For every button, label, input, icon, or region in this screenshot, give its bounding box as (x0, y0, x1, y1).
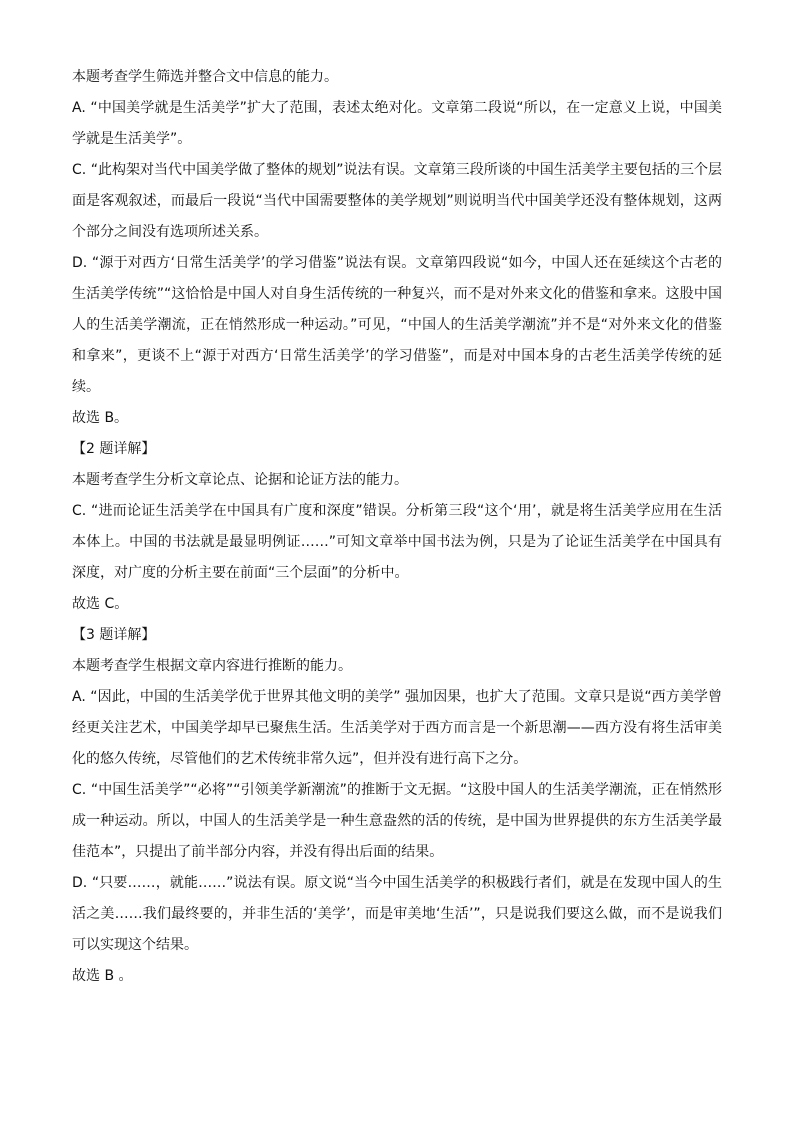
q2-option-c-analysis: C. “进而论证生活美学在中国具有广度和深度”错误。分析第三段“这个‘用’，就是将生活美学应用在生活本体上。中国的书法就是最显明例证……”可知文章举中国书法为例，只是为了论证生活美学在中国具有深度，对广度的分析主要在前面“三个层面”的分析中。 (72, 503, 722, 581)
q3-option-a-analysis: A. “因此，中国的生活美学优于世界其他文明的美学” 强加因果，也扩大了范围。文章只是说“西方美学曾经更关注艺术，中国美学却早已聚焦生活。生活美学对于西方而言是一个新思潮——西方没有将生活审美化的悠久传统，尽管他们的艺术传统非常久远”，但并没有进行高下之分。 (72, 689, 722, 767)
q3-answer-line: 故选 B 。 (72, 968, 133, 984)
section-heading-q2: 【2 题详解】 (72, 441, 156, 457)
section-heading-q3: 【3 题详解】 (72, 627, 156, 643)
q3-intro-line: 本题考查学生根据文章内容进行推断的能力。 (72, 658, 352, 674)
answer-line: 故选 B。 (72, 410, 129, 426)
option-a-analysis: A. “中国美学就是生活美学”扩大了范围，表述太绝对化。文章第二段说“所以，在一定意义上说，中国美学就是生活美学”。 (72, 100, 722, 147)
document-page (72, 62, 722, 992)
q3-option-d-analysis: D. “只要……，就能……”说法有误。原文说“当今中国生活美学的积极践行者们，就是在发现中国人的生活之美……我们最终要的，并非生活的‘美学’，而是审美地‘生活’”，只是说我们要这么做，而不是说我们可以实现这个结果。 (72, 875, 722, 953)
option-c-analysis: C. “此构架对当代中国美学做了整体的规划”说法有误。文章第三段所谈的中国生活美学主要包括的三个层面是客观叙述，而最后一段说“当代中国需要整体的美学规划”则说明当代中国美学还没有整体规划，这两个部分之间没有选项所述关系。 (72, 162, 722, 240)
q2-intro-line: 本题考查学生分析文章论点、论据和论证方法的能力。 (72, 472, 408, 488)
option-d-analysis: D. “源于对西方‘日常生活美学’的学习借鉴”说法有误。文章第四段说“如今，中国人还在延续这个古老的生活美学传统”“这恰恰是中国人对自身生活传统的一种复兴，而不是对外来文化的借鉴和拿来。这股中国人的生活美学潮流，正在悄然形成一种运动。”可见，“中国人的生活美学潮流”并不是“对外来文化的借鉴和拿来”，更谈不上“源于对西方‘日常生活美学’的学习借鉴”，而是对中国本身的古老生活美学传统的延续。 (72, 255, 722, 395)
q2-answer-line: 故选 C。 (72, 596, 129, 612)
intro-line: 本题考查学生筛选并整合文中信息的能力。 (72, 69, 338, 85)
q3-option-c-analysis: C. “中国生活美学”“必将”“引领美学新潮流”的推断于文无据。“这股中国人的生活美学潮流，正在悄然形成一种运动。所以，中国人的生活美学是一种生意盎然的活的传统，是中国为世界提供的东方生活美学最佳范本”，只提出了前半部分内容，并没有得出后面的结果。 (72, 782, 722, 860)
